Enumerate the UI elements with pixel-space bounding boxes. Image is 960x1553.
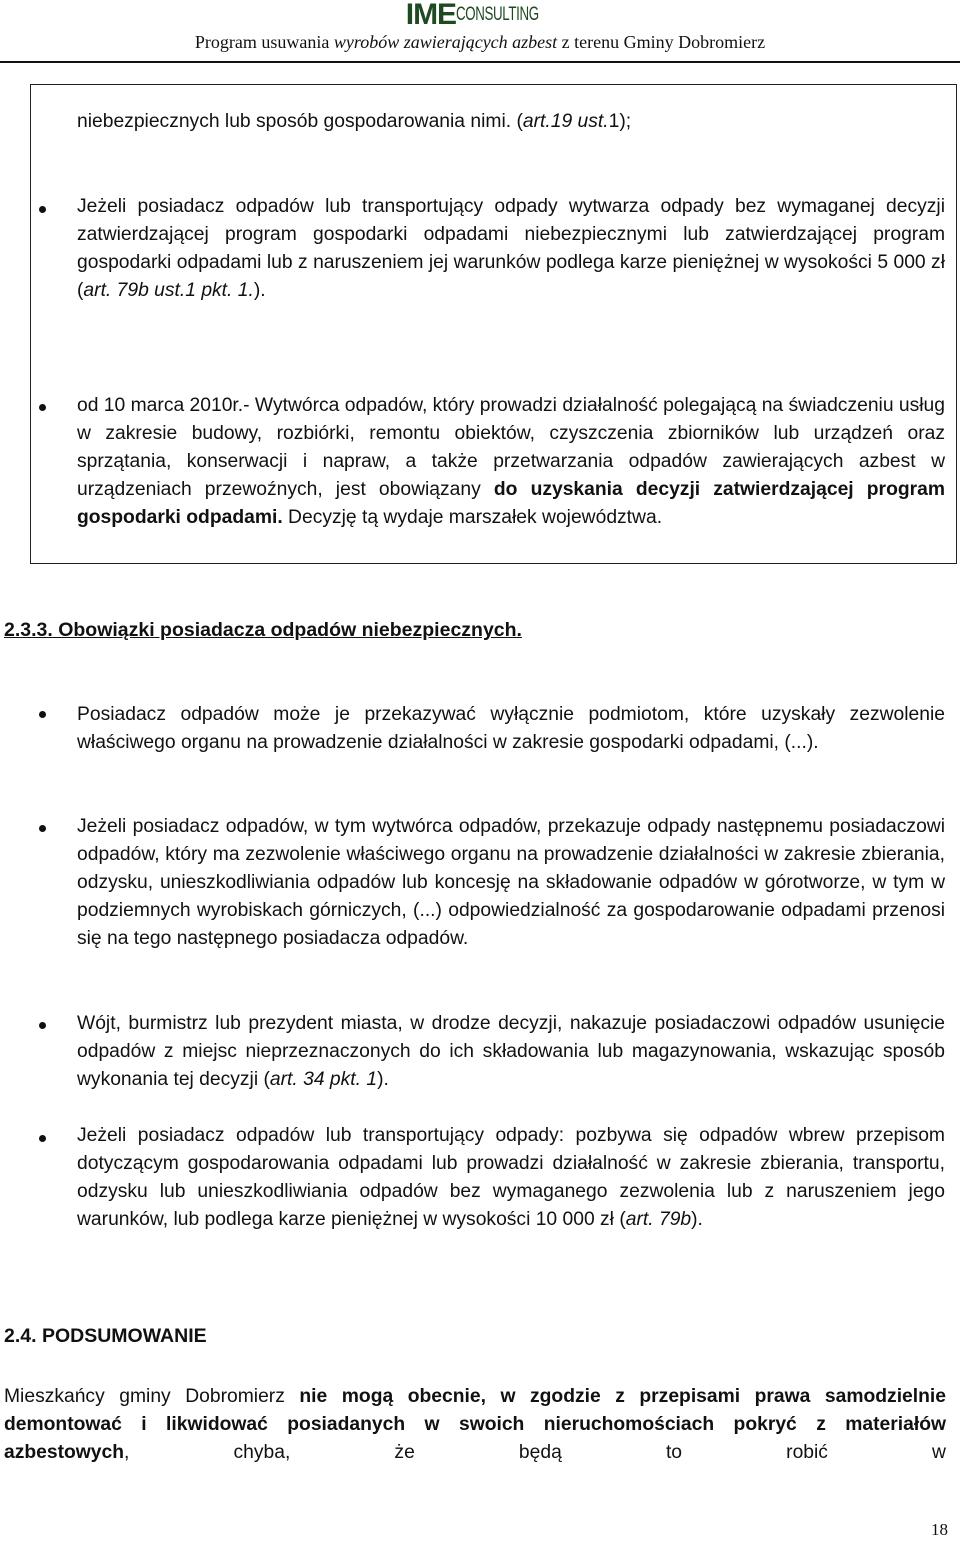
- citation: art.19 ust.: [522, 111, 609, 132]
- text: niebezpiecznych lub sposób gospodarowania nimi. (: [77, 111, 523, 132]
- box-bullet-2010-rule: [77, 392, 945, 532]
- text: Decyzję tą wydaje marszałek województwa.: [282, 507, 663, 528]
- box-paragraph-continuation: [77, 108, 945, 136]
- bullet-icon: [39, 1022, 46, 1029]
- bullet-icon: [39, 1135, 46, 1142]
- header-divider: [0, 61, 960, 63]
- box-bullet-penalty: [77, 193, 945, 305]
- section-bullet-fine: [77, 1122, 945, 1234]
- citation: art. 79b: [625, 1209, 692, 1230]
- section-bullet-transfer: Posiadacz odpadów może je przekazywać wyłącznie podmiotom, które uzyskały zezwolenie właściwego organu na prowadzenie działalności w zakresie gospodarki odpadami, (...).: [77, 704, 945, 753]
- citation: art. 79b ust.1 pkt. 1.: [83, 280, 254, 301]
- text: od 10 marca 2010r.- Wytwórca odpadów, który prowadzi działalność polegającą na świadczeniu usług w zakresie budowy, rozbiórki, remontu obiektów, czyszczenia zbiorników lub urządzeń oraz sprzątania, konserwacji i napraw, a także przetwarzania odpadów zawierających azbest w urządzeniach przewoźnych, jest obowiązany: [77, 395, 945, 500]
- document-running-title: [0, 32, 960, 53]
- bullet-icon: [39, 404, 46, 411]
- summary-paragraph: [4, 1383, 946, 1467]
- title-italic-part: wyrobów zawierających azbest: [333, 32, 558, 52]
- bullet-icon: [39, 711, 46, 718]
- title-part: Program usuwania: [194, 32, 334, 52]
- citation: art. 34 pkt. 1: [269, 1069, 378, 1090]
- text: Jeżeli posiadacz odpadów lub transportujący odpady wytwarza odpady bez wymaganej decyzji zatwierdzającej program gospodarki odpadami niebezpiecznymi lub zatwierdzającej program gospodarki odpadami lub z naruszeniem jej warunków podlega karze pieniężnej w wysokości 5 000 zł (: [77, 196, 945, 301]
- section-bullet-mayor-order: [77, 1010, 945, 1094]
- section-heading-2-3-3: 2.3.3. Obowiązki posiadacza odpadów niebezpiecznych.: [4, 619, 522, 641]
- text: , chyba, że będą to robić w: [124, 1442, 946, 1463]
- bold-text: nie mogą obecnie, w zgodzie z przepisami prawa samodzielnie demontować i likwidować posiadanych w swoich nieruchomościach pokryć z materiałów azbestowych: [4, 1386, 946, 1463]
- section-heading-2-4: 2.4. PODSUMOWANIE: [4, 1325, 207, 1347]
- text: ).: [377, 1069, 389, 1090]
- company-logo: [0, 0, 960, 31]
- text: ).: [253, 280, 266, 301]
- section-bullet-responsibility: Jeżeli posiadacz odpadów, w tym wytwórca odpadów, przekazuje odpady następnemu posiadaczowi odpadów, który ma zezwolenie właściwego organu na prowadzenie działalności w zakresie zbierania, odzysku, unieszkodliwiania odpadów lub koncesję na składowanie odpadów w górotworze, w tym w podziemnych wyrobiskach górniczych, (...) odpowiedzialność za gospodarowanie odpadami przenosi się na tego następnego posiadacza odpadów.: [77, 816, 945, 949]
- title-part: z terenu Gminy Dobromierz: [557, 32, 766, 52]
- bold-text: do uzyskania decyzji zatwierdzającej program gospodarki odpadami.: [77, 479, 945, 528]
- logo-consulting-text: CONSULTING: [456, 4, 539, 25]
- bullet-icon: [39, 206, 46, 213]
- text: Mieszkańcy gminy Dobromierz: [4, 1386, 300, 1407]
- text: ).: [691, 1209, 703, 1230]
- logo-ime-text: IME: [405, 0, 457, 31]
- bullet-icon: [39, 825, 46, 832]
- page-number: 18: [931, 1520, 948, 1539]
- text: 1);: [608, 111, 632, 132]
- text: Jeżeli posiadacz odpadów lub transportujący odpady: pozbywa się odpadów wbrew przepisom dotyczącym gospodarowania odpadami lub prowadzi działalność w zakresie zbierania, transportu, odzysku lub unieszkodliwiania odpadów bez wymaganego zezwolenia lub z naruszeniem jego warunków, lub podlega karze pieniężnej w wysokości 10 000 zł (: [77, 1125, 945, 1230]
- text: Wójt, burmistrz lub prezydent miasta, w drodze decyzji, nakazuje posiadaczowi odpadów usunięcie odpadów z miejsc nieprzeznaczonych do ich składowania lub magazynowania, wskazując sposób wykonania tej decyzji (: [77, 1013, 945, 1090]
